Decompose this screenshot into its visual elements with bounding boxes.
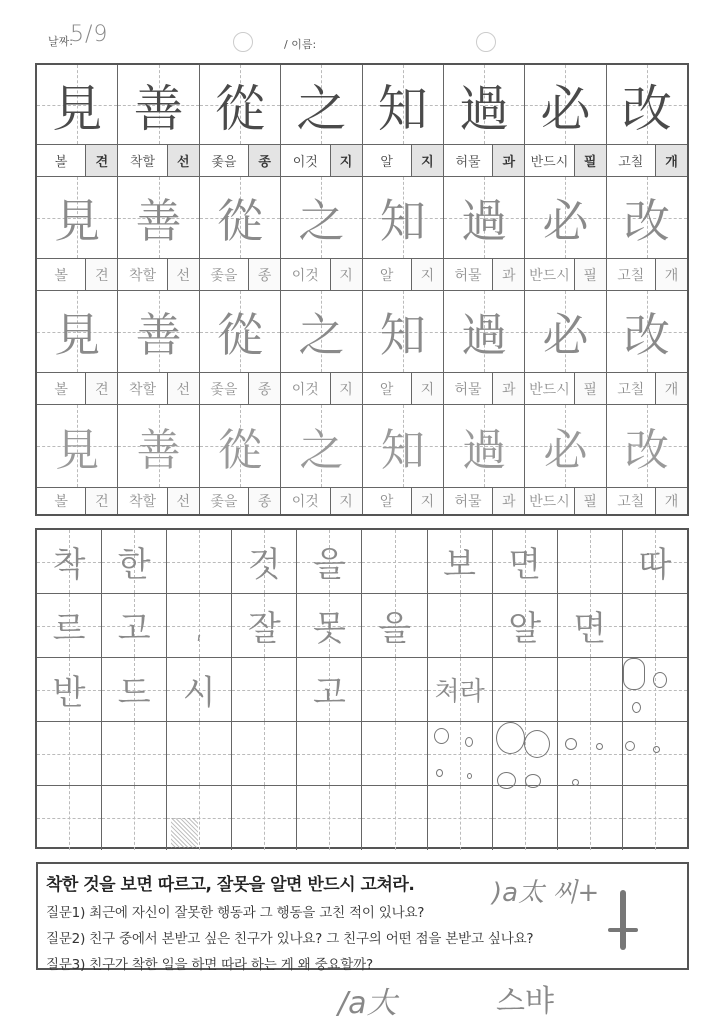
written-char: 반 xyxy=(52,673,86,713)
written-char: 면 xyxy=(508,545,542,585)
handwritten-note: )a太 씨+ xyxy=(492,878,600,908)
sound-text: 종 xyxy=(248,145,280,176)
hanja-char: 善 xyxy=(135,193,182,248)
writing-cell[interactable] xyxy=(362,594,427,657)
writing-cell[interactable] xyxy=(428,530,493,593)
printed-reading-row xyxy=(37,144,687,177)
meaning-text: 착할 xyxy=(130,155,156,170)
writing-cell[interactable] xyxy=(37,594,102,657)
doodle-circle xyxy=(653,746,660,753)
hanja-cell xyxy=(281,65,362,144)
sound-text: 필 xyxy=(574,373,606,404)
bottom-note-right: 스뱌 xyxy=(496,984,554,1019)
doodle-circle xyxy=(565,738,577,750)
sound-text: 선 xyxy=(167,259,199,290)
sound-text: 과 xyxy=(492,259,524,290)
reading-cell xyxy=(363,145,444,176)
pencil-scribble xyxy=(171,818,198,848)
writing-cell[interactable] xyxy=(232,786,297,850)
hanja-char: 見 xyxy=(54,193,101,248)
sword-guard-icon xyxy=(608,928,638,932)
written-char: 착 xyxy=(52,545,86,585)
writing-cell[interactable] xyxy=(493,594,558,657)
hanja-cell xyxy=(607,65,687,144)
hanja-char: 改 xyxy=(621,79,672,138)
sound-text: 과 xyxy=(492,373,524,404)
meaning-text: 볼 xyxy=(54,494,68,510)
hanja-practice-grid xyxy=(35,63,689,516)
meaning-text: 알 xyxy=(379,267,394,284)
hanja-char: 過 xyxy=(462,425,507,476)
meaning-text: 좇을 xyxy=(210,494,238,510)
meaning-text: 착할 xyxy=(129,494,157,510)
writing-cell[interactable] xyxy=(428,658,493,721)
meaning-text: 반드시 xyxy=(529,267,570,284)
hanja-char: 之 xyxy=(299,425,344,476)
writing-cell[interactable] xyxy=(102,530,167,593)
hanja-cell xyxy=(118,65,199,144)
meaning-text: 허물 xyxy=(454,494,482,510)
hanja-cell[interactable] xyxy=(118,177,199,258)
doodle-circle xyxy=(465,737,473,747)
doodle-circle xyxy=(653,672,667,688)
reading-cell[interactable] xyxy=(200,259,281,290)
sound-text: 개 xyxy=(655,373,687,404)
hanja-cell[interactable] xyxy=(200,405,281,487)
writing-row[interactable] xyxy=(37,786,687,850)
writing-cell[interactable] xyxy=(167,594,232,657)
meaning-text: 이것 xyxy=(292,155,318,170)
writing-cell[interactable] xyxy=(37,530,102,593)
hanja-cell xyxy=(37,65,118,144)
hanja-cell[interactable] xyxy=(607,177,687,258)
handwritten-reading-row[interactable] xyxy=(37,487,687,514)
doodle-circle xyxy=(623,658,645,690)
writing-cell[interactable] xyxy=(232,594,297,657)
reading-cell[interactable] xyxy=(525,259,606,290)
writing-cell[interactable] xyxy=(493,530,558,593)
hanja-cell[interactable] xyxy=(281,177,362,258)
writing-cell[interactable] xyxy=(37,722,102,785)
hanja-cell[interactable] xyxy=(444,405,525,487)
hanja-cell[interactable] xyxy=(444,177,525,258)
reading-cell[interactable] xyxy=(118,373,199,404)
sound-text: 건 xyxy=(85,488,117,514)
hanja-cell[interactable] xyxy=(444,291,525,372)
sound-text: 견 xyxy=(85,259,117,290)
name-label: / 이름: xyxy=(284,38,317,51)
writing-cell[interactable] xyxy=(102,786,167,850)
reading-cell[interactable] xyxy=(444,373,525,404)
hanja-cell[interactable] xyxy=(200,177,281,258)
hanja-char: 善 xyxy=(136,425,181,476)
written-char: , xyxy=(193,605,205,646)
sound-text: 필 xyxy=(574,259,606,290)
hanja-char: 過 xyxy=(461,193,508,248)
meaning-text: 이것 xyxy=(291,267,319,284)
sound-text: 지 xyxy=(411,259,443,290)
sound-text: 종 xyxy=(248,488,280,514)
written-char: 시 xyxy=(182,673,216,713)
reading-cell xyxy=(281,145,362,176)
sound-text: 지 xyxy=(411,145,443,176)
reading-cell[interactable] xyxy=(281,373,362,404)
writing-cell[interactable] xyxy=(558,658,623,721)
reading-cell[interactable] xyxy=(525,488,606,514)
meaning-text: 볼 xyxy=(54,155,68,170)
sound-text: 과 xyxy=(492,145,524,176)
written-char: 한 xyxy=(117,545,151,585)
sound-text: 지 xyxy=(330,488,362,514)
hanja-cell[interactable] xyxy=(281,291,362,372)
hanja-cell[interactable] xyxy=(37,405,118,487)
hanja-cell[interactable] xyxy=(281,405,362,487)
meaning-text: 알 xyxy=(380,155,393,170)
doodle-circle xyxy=(434,728,449,744)
meaning-text: 허물 xyxy=(454,267,482,284)
sound-text: 개 xyxy=(655,259,687,290)
meaning-text: 볼 xyxy=(54,267,68,284)
meaning-text: 이것 xyxy=(291,381,319,398)
writing-cell[interactable] xyxy=(428,786,493,850)
written-char: 을 xyxy=(378,609,411,649)
hanja-char: 過 xyxy=(461,307,508,362)
hanja-char: 善 xyxy=(135,307,182,362)
meaning-text: 고칠 xyxy=(617,267,645,284)
hanja-char: 知 xyxy=(379,307,426,362)
date-label: 날짜: xyxy=(48,35,73,48)
doodle-circle xyxy=(572,779,579,786)
sound-text: 종 xyxy=(248,259,280,290)
writing-cell[interactable] xyxy=(232,530,297,593)
hanja-char: 知 xyxy=(380,425,425,476)
sound-text: 지 xyxy=(330,259,362,290)
writing-row[interactable] xyxy=(37,594,687,658)
printed-hanja-row xyxy=(37,65,687,144)
writing-cell[interactable] xyxy=(232,658,297,721)
meaning-text: 착할 xyxy=(129,267,157,284)
writing-cell[interactable] xyxy=(37,658,102,721)
sound-text: 지 xyxy=(330,373,362,404)
reading-cell[interactable] xyxy=(200,373,281,404)
written-char: 드 xyxy=(117,673,151,713)
hanja-char: 見 xyxy=(54,307,101,362)
reading-cell xyxy=(525,145,606,176)
doodle-circle xyxy=(524,730,550,758)
doodle-circle xyxy=(467,773,472,779)
meaning-text: 좇을 xyxy=(211,155,237,170)
doodle-circle xyxy=(525,774,541,788)
handwritten-reading-row[interactable] xyxy=(37,372,687,405)
reading-cell[interactable] xyxy=(444,259,525,290)
writing-cell[interactable] xyxy=(623,722,687,785)
writing-row[interactable] xyxy=(37,530,687,594)
hanja-char: 從 xyxy=(217,425,262,476)
doodle-circle xyxy=(496,722,525,754)
writing-cell[interactable] xyxy=(167,658,232,721)
hanja-cell[interactable] xyxy=(363,177,444,258)
date-value[interactable]: 5/9 xyxy=(70,22,109,47)
meaning-text: 알 xyxy=(379,494,394,510)
hanja-cell[interactable] xyxy=(200,291,281,372)
writing-cell[interactable] xyxy=(362,658,427,721)
writing-cell[interactable] xyxy=(362,722,427,785)
written-char: 고 xyxy=(312,673,346,713)
written-char: 면 xyxy=(573,609,607,649)
hanja-char: 之 xyxy=(298,307,345,362)
writing-cell[interactable] xyxy=(493,658,558,721)
hanja-cell xyxy=(200,65,281,144)
writing-cell[interactable] xyxy=(297,722,362,785)
hanja-cell[interactable] xyxy=(118,291,199,372)
hanja-char: 之 xyxy=(298,193,345,248)
doodle-circle xyxy=(625,741,635,751)
reading-cell[interactable] xyxy=(200,488,281,514)
hanja-cell[interactable] xyxy=(525,405,606,487)
hanja-char: 從 xyxy=(216,307,263,362)
hanja-char: 知 xyxy=(379,193,426,248)
reading-cell[interactable] xyxy=(607,259,687,290)
meaning-text: 허물 xyxy=(455,155,481,170)
sound-text: 선 xyxy=(167,488,199,514)
reading-cell[interactable] xyxy=(37,259,118,290)
writing-cell[interactable] xyxy=(37,786,102,850)
writing-cell[interactable] xyxy=(558,786,623,850)
hanja-cell xyxy=(525,65,606,144)
reading-cell[interactable] xyxy=(118,488,199,514)
hanja-char: 必 xyxy=(542,193,589,248)
hanja-char: 必 xyxy=(543,425,588,476)
hanja-cell[interactable] xyxy=(363,291,444,372)
bottom-note-left: /a大 xyxy=(338,986,397,1021)
reading-cell[interactable] xyxy=(281,488,362,514)
writing-cell[interactable] xyxy=(493,786,558,850)
hanja-char: 必 xyxy=(540,79,591,138)
writing-cell[interactable] xyxy=(623,530,687,593)
reading-cell xyxy=(37,145,118,176)
writing-cell[interactable] xyxy=(232,722,297,785)
writing-cell[interactable] xyxy=(362,530,427,593)
sound-text: 견 xyxy=(85,373,117,404)
written-char: 르 xyxy=(52,609,86,649)
hanja-cell[interactable] xyxy=(607,405,687,487)
reading-cell xyxy=(200,145,281,176)
hanja-cell[interactable] xyxy=(37,291,118,372)
written-char: 못 xyxy=(312,609,346,649)
writing-row[interactable] xyxy=(37,658,687,722)
writing-cell[interactable] xyxy=(167,530,232,593)
sound-text: 견 xyxy=(85,145,117,176)
reading-cell[interactable] xyxy=(525,373,606,404)
hanja-char: 改 xyxy=(623,193,670,248)
sound-text: 필 xyxy=(574,488,606,514)
sound-text: 과 xyxy=(492,488,524,514)
doodle-circle xyxy=(497,772,516,789)
hanja-cell[interactable] xyxy=(37,177,118,258)
reading-cell[interactable] xyxy=(363,259,444,290)
writing-cell[interactable] xyxy=(102,594,167,657)
reading-cell xyxy=(444,145,525,176)
writing-cell[interactable] xyxy=(428,594,493,657)
reading-cell[interactable] xyxy=(444,488,525,514)
writing-row[interactable] xyxy=(37,722,687,786)
hanja-char: 知 xyxy=(377,79,428,138)
meaning-text: 고칠 xyxy=(617,494,645,510)
sound-text: 지 xyxy=(411,373,443,404)
sound-text: 선 xyxy=(167,145,199,176)
hanja-cell[interactable] xyxy=(363,405,444,487)
question-3: 질문3) 친구가 착한 일을 하면 따라 하는 게 왜 중요할까? xyxy=(46,957,373,973)
writing-cell[interactable] xyxy=(623,594,687,657)
hanja-cell[interactable] xyxy=(118,405,199,487)
hanja-char: 改 xyxy=(623,307,670,362)
writing-cell[interactable] xyxy=(102,658,167,721)
reading-cell[interactable] xyxy=(37,373,118,404)
writing-cell[interactable] xyxy=(558,530,623,593)
reading-cell[interactable] xyxy=(607,373,687,404)
handwritten-reading-row[interactable] xyxy=(37,258,687,291)
hanja-char: 之 xyxy=(296,79,347,138)
written-char: 알 xyxy=(508,609,542,649)
writing-cell[interactable] xyxy=(558,594,623,657)
writing-cell[interactable] xyxy=(623,786,687,850)
handwritten-hanja-row[interactable] xyxy=(37,405,687,487)
hanja-char: 見 xyxy=(52,79,103,138)
writing-cell[interactable] xyxy=(362,786,427,850)
sound-text: 지 xyxy=(330,145,362,176)
proverb-title: 착한 것을 보면 따르고, 잘못을 알면 반드시 고쳐라. xyxy=(46,875,415,895)
hanja-char: 必 xyxy=(542,307,589,362)
hanja-char: 從 xyxy=(214,79,265,138)
sound-text: 선 xyxy=(167,373,199,404)
doodle-circle xyxy=(596,743,603,750)
sound-text: 개 xyxy=(655,488,687,514)
written-char: 것 xyxy=(247,545,281,585)
reading-cell[interactable] xyxy=(363,488,444,514)
meaning-text: 고칠 xyxy=(617,381,645,398)
reading-cell[interactable] xyxy=(607,488,687,514)
sound-text: 지 xyxy=(411,488,443,514)
writing-cell[interactable] xyxy=(297,594,362,657)
hanja-char: 善 xyxy=(133,79,184,138)
meaning-text: 볼 xyxy=(54,381,68,398)
sound-text: 필 xyxy=(574,145,606,176)
writing-cell[interactable] xyxy=(297,786,362,850)
question-1: 질문1) 최근에 자신이 잘못한 행동과 그 행동을 고친 적이 있나요? xyxy=(46,905,425,921)
sound-text: 종 xyxy=(248,373,280,404)
reading-cell xyxy=(607,145,687,176)
hanja-char: 改 xyxy=(624,425,669,476)
question-2: 질문2) 친구 중에서 본받고 싶은 친구가 있나요? 그 친구의 어떤 점을 본받고 싶나요? xyxy=(46,931,534,947)
hanja-cell xyxy=(363,65,444,144)
sword-drawing-icon xyxy=(620,890,626,950)
meaning-text: 착할 xyxy=(129,381,157,398)
written-char: 을 xyxy=(312,545,346,585)
written-char: 쳐라 xyxy=(434,677,485,707)
doodle-circle xyxy=(632,702,641,713)
reading-cell xyxy=(118,145,199,176)
reading-cell[interactable] xyxy=(363,373,444,404)
hanja-cell xyxy=(444,65,525,144)
hanja-char: 見 xyxy=(55,425,100,476)
writing-cell[interactable] xyxy=(297,530,362,593)
written-char: 따 xyxy=(638,545,672,585)
meaning-text: 좇을 xyxy=(210,267,238,284)
hanja-char: 從 xyxy=(216,193,263,248)
writing-cell[interactable] xyxy=(167,722,232,785)
written-char: 보 xyxy=(443,545,477,585)
reading-cell[interactable] xyxy=(37,488,118,514)
meaning-text: 반드시 xyxy=(529,381,570,398)
meaning-text: 이것 xyxy=(291,494,319,510)
meaning-text: 반드시 xyxy=(530,155,569,170)
hanja-cell[interactable] xyxy=(607,291,687,372)
hanja-char: 過 xyxy=(459,79,510,138)
meaning-text: 좇을 xyxy=(210,381,238,398)
meaning-text: 고칠 xyxy=(618,155,644,170)
written-char: 잘 xyxy=(247,609,281,649)
sentence-writing-grid xyxy=(35,528,689,849)
writing-cell[interactable] xyxy=(297,658,362,721)
hanja-cell[interactable] xyxy=(525,291,606,372)
faint-circle-mark xyxy=(476,32,496,52)
writing-cell[interactable] xyxy=(558,722,623,785)
hanja-cell[interactable] xyxy=(525,177,606,258)
doodle-circle xyxy=(436,769,443,777)
written-char: 고 xyxy=(117,609,151,649)
meaning-text: 알 xyxy=(379,381,394,398)
meaning-text: 허물 xyxy=(454,381,482,398)
handwritten-hanja-row[interactable] xyxy=(37,177,687,258)
writing-cell[interactable] xyxy=(102,722,167,785)
handwritten-hanja-row[interactable] xyxy=(37,291,687,372)
reading-cell[interactable] xyxy=(118,259,199,290)
faint-circle-mark xyxy=(233,32,253,52)
reading-cell[interactable] xyxy=(281,259,362,290)
meaning-text: 반드시 xyxy=(529,494,570,510)
sound-text: 개 xyxy=(655,145,687,176)
